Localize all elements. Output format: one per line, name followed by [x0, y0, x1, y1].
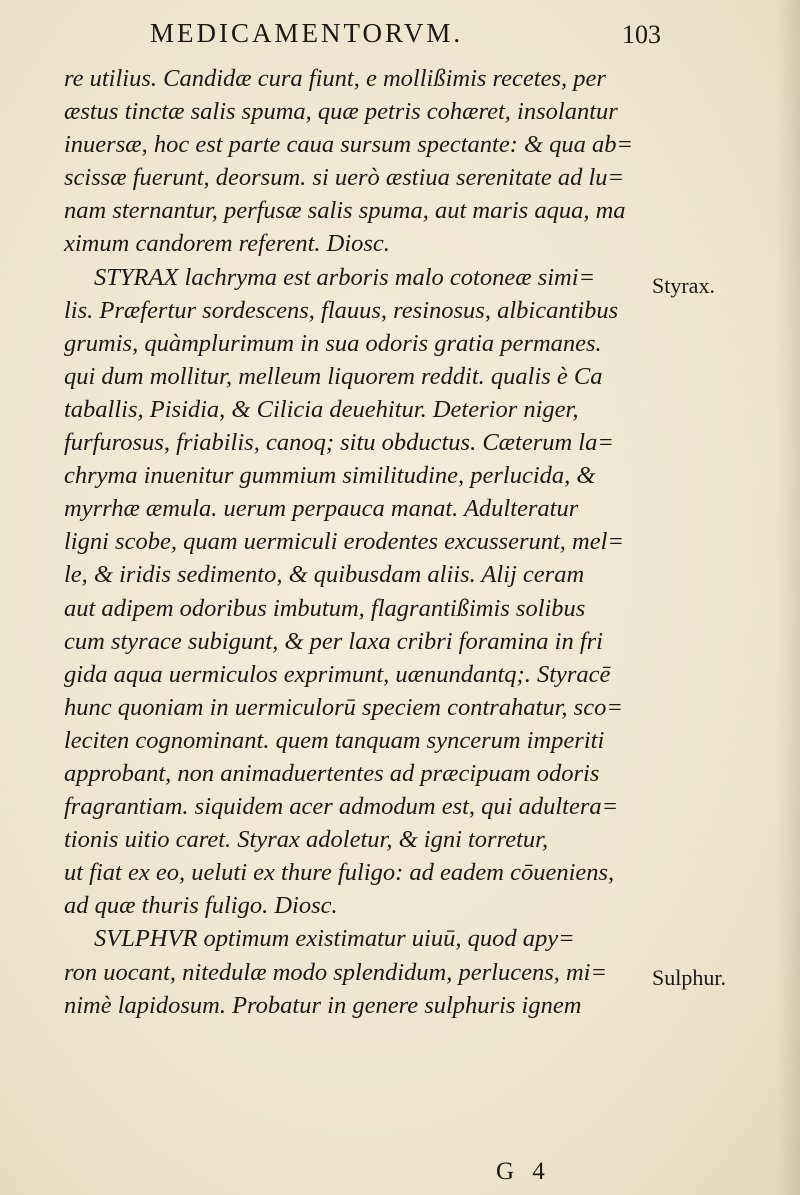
text-line: nimè lapidosum. Probatur in genere sulphuris ignem: [64, 991, 582, 1019]
page-number: 103: [622, 20, 661, 49]
text-line: chryma inuenitur gummium similitudine, perlucida, &: [64, 462, 596, 490]
text-line: lis. Præfertur sordescens, flauus, resinosus, albicantibus: [64, 296, 619, 324]
text-line: tionis uitio caret. Styrax adoletur, & igni torretur,: [64, 826, 549, 854]
text-line: ximum candorem referent. Diosc.: [64, 230, 390, 258]
text-line: le, & iridis sedimento, & quibusdam aliis. Alij ceram: [64, 561, 585, 589]
text-line: myrrhæ æmula. uerum perpauca manat. Adulteratur: [64, 495, 579, 523]
text-line: qui dum mollitur, melleum liquorem reddit. qualis è Ca: [64, 362, 603, 390]
text-line: SVLPHVR optimum existimatur uiuū, quod apy=: [94, 925, 575, 953]
text-line: nam sternantur, perfusæ salis spuma, aut maris aqua, ma: [64, 197, 626, 225]
text-line: STYRAX lachryma est arboris malo cotoneæ simi=: [94, 263, 596, 291]
text-line: scissæ fuerunt, deorsum. si uerò æstiua serenitate ad lu=: [64, 164, 625, 192]
signature-mark: G 4: [496, 1158, 551, 1185]
margin-note-styrax: Styrax.: [652, 273, 715, 298]
text-line: ad quæ thuris fuligo. Diosc.: [64, 892, 338, 920]
text-line: gida aqua uermiculos exprimunt, uænundantq;. Styracē: [64, 660, 611, 688]
text-line: ligni scobe, quam uermiculi erodentes excusserunt, mel=: [64, 528, 624, 556]
text-line: inuersæ, hoc est parte caua sursum spectante: & qua ab=: [64, 131, 634, 159]
text-line: approbant, non animaduertentes ad præcipuam odoris: [64, 759, 600, 787]
text-line: cum styrace subigunt, & per laxa cribri foramina in fri: [64, 627, 603, 655]
running-head: MEDICAMENTORVM.: [150, 18, 464, 48]
text-line: taballis, Pisidia, & Cilicia deuehitur. Deterior niger,: [64, 395, 579, 423]
text-line: leciten cognominant. quem tanquam syncerum imperiti: [64, 726, 605, 754]
text-line: fragrantiam. siquidem acer admodum est, qui adultera=: [64, 793, 619, 821]
page-edge-shadow: [776, 0, 800, 1195]
text-line: furfurosus, friabilis, canoq; situ obductus. Cæterum la=: [64, 429, 614, 457]
text-line: re utilius. Candidæ cura fiunt, e mollißimis recetes, per: [64, 65, 606, 92]
text-line: ut fiat ex eo, ueluti ex thure fuligo: ad eadem cōueniens,: [64, 859, 615, 887]
text-line: hunc quoniam in uermiculorū speciem contrahatur, sco=: [64, 693, 623, 721]
text-line: grumis, quàmplurimum in sua odoris gratia permanes.: [64, 329, 602, 357]
text-line: aut adipem odoribus imbutum, flagrantißimis solibus: [64, 594, 586, 622]
body-text: [64, 62, 654, 1022]
text-line: æstus tinctæ salis spuma, quæ petris cohæret, insolantur: [64, 98, 618, 126]
text-line: ron uocant, nitedulæ modo splendidum, perlucens, mi=: [64, 958, 608, 986]
margin-note-sulphur: Sulphur.: [652, 965, 726, 990]
